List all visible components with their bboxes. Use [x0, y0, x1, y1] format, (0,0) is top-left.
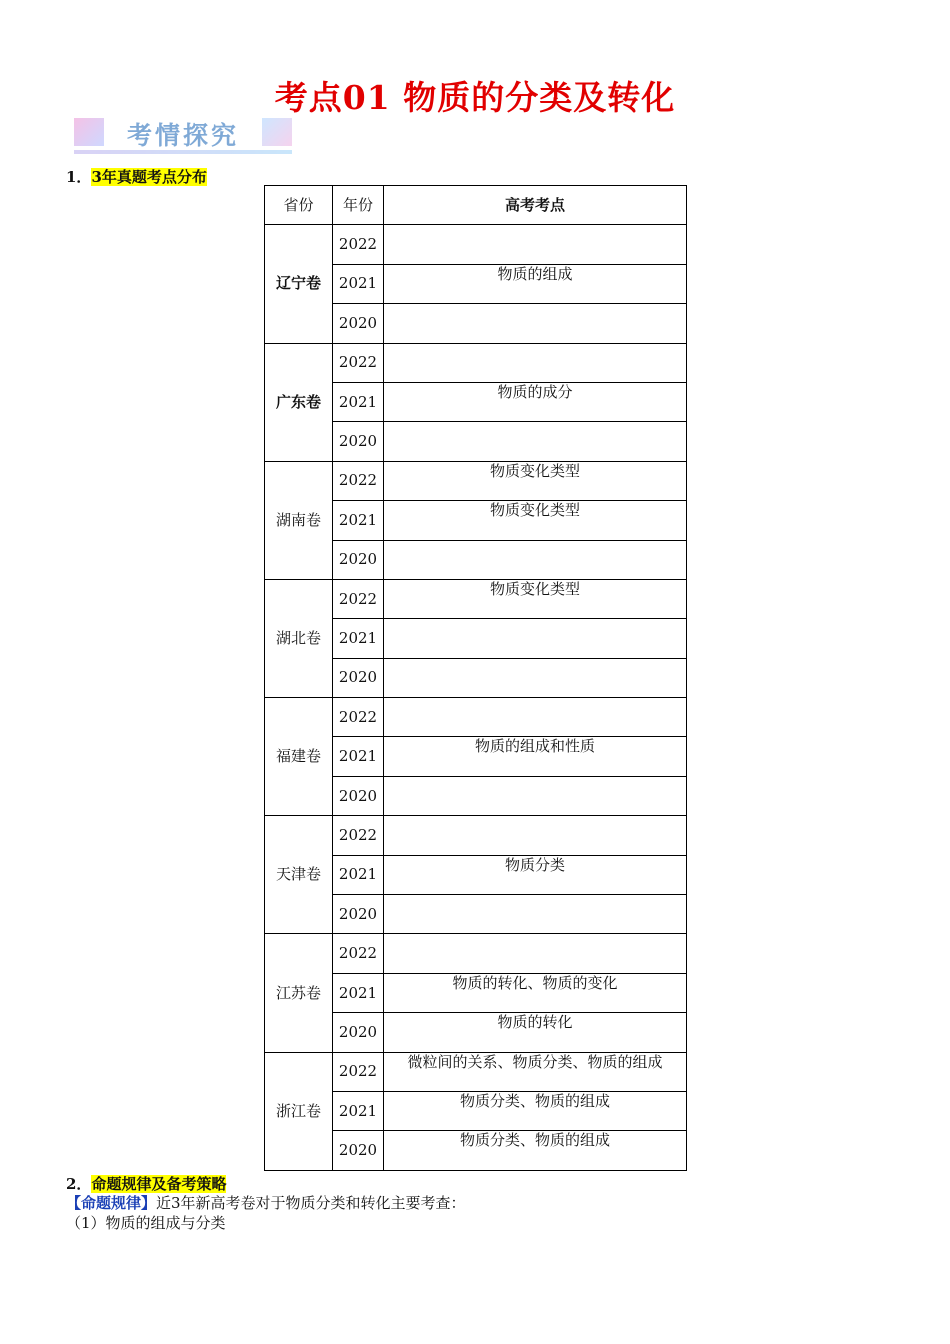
exam-point-cell: 物质的转化、物质的变化 [384, 973, 687, 1012]
table-row [265, 579, 687, 618]
exam-point-cell [384, 934, 687, 973]
exam-point-cell [384, 225, 687, 264]
year-cell: 2021 [333, 737, 384, 776]
table-row [265, 343, 687, 382]
year-cell: 2022 [333, 225, 384, 264]
exam-point-cell: 物质变化类型 [384, 461, 687, 500]
rule-paragraph [66, 1193, 466, 1213]
year-cell: 2022 [333, 1052, 384, 1091]
exam-point-cell: 物质的转化 [384, 1013, 687, 1052]
exam-point-cell [384, 304, 687, 343]
province-cell: 辽宁卷 [265, 225, 333, 343]
table-row [265, 225, 687, 264]
year-cell: 2020 [333, 304, 384, 343]
exam-point-cell: 物质的组成和性质 [384, 737, 687, 776]
exam-point-cell [384, 422, 687, 461]
year-cell: 2021 [333, 501, 384, 540]
province-cell: 福建卷 [265, 698, 333, 816]
year-cell: 2022 [333, 461, 384, 500]
exam-point-cell: 物质分类、物质的组成 [384, 1091, 687, 1130]
year-cell: 2021 [333, 855, 384, 894]
section-banner [74, 116, 292, 158]
table-row [265, 934, 687, 973]
province-cell: 湖北卷 [265, 579, 333, 697]
section-number: 1． [66, 168, 92, 186]
year-cell: 2021 [333, 619, 384, 658]
year-cell: 2021 [333, 382, 384, 421]
exam-point-cell [384, 540, 687, 579]
year-cell: 2022 [333, 698, 384, 737]
banner-decoration-right [262, 118, 292, 146]
province-cell: 江苏卷 [265, 934, 333, 1052]
exam-point-cell: 物质的成分 [384, 382, 687, 421]
section-heading-1 [66, 166, 207, 187]
exam-point-cell [384, 658, 687, 697]
province-cell: 浙江卷 [265, 1052, 333, 1170]
rule-text: 近3年新高考卷对于物质分类和转化主要考查： [156, 1194, 466, 1212]
table-row [265, 816, 687, 855]
exam-point-cell: 物质分类 [384, 855, 687, 894]
year-cell: 2020 [333, 658, 384, 697]
exam-point-cell [384, 343, 687, 382]
year-cell: 2022 [333, 816, 384, 855]
exam-distribution-table [264, 185, 687, 1171]
year-cell: 2022 [333, 934, 384, 973]
section-label: 3年真题考点分布 [91, 168, 207, 186]
year-cell: 2020 [333, 540, 384, 579]
year-cell: 2022 [333, 579, 384, 618]
exam-point-cell [384, 816, 687, 855]
header-point: 高考考点 [384, 186, 687, 225]
exam-point-cell: 微粒间的关系、物质分类、物质的组成 [384, 1052, 687, 1091]
year-cell: 2020 [333, 776, 384, 815]
table-row [265, 1052, 687, 1091]
header-province: 省份 [265, 186, 333, 225]
year-cell: 2020 [333, 1013, 384, 1052]
header-year: 年份 [333, 186, 384, 225]
rule-tag: 【命题规律】 [66, 1194, 157, 1212]
section-number: 2． [66, 1175, 92, 1193]
year-cell: 2021 [333, 264, 384, 303]
province-cell: 天津卷 [265, 816, 333, 934]
province-cell: 广东卷 [265, 343, 333, 461]
exam-point-cell [384, 619, 687, 658]
exam-point-cell [384, 698, 687, 737]
table-header-row [265, 186, 687, 225]
exam-point-cell: 物质变化类型 [384, 501, 687, 540]
section-label: 命题规律及备考策略 [91, 1175, 227, 1193]
exam-point-cell: 物质分类、物质的组成 [384, 1131, 687, 1170]
exam-point-cell: 物质的组成 [384, 264, 687, 303]
year-cell: 2020 [333, 1131, 384, 1170]
page-title: 考点01 物质的分类及转化 [274, 78, 676, 117]
exam-point-cell [384, 776, 687, 815]
list-item: （1）物质的组成与分类 [66, 1214, 226, 1232]
year-cell: 2021 [333, 1091, 384, 1130]
year-cell: 2020 [333, 895, 384, 934]
banner-decoration-left [74, 118, 104, 146]
year-cell: 2021 [333, 973, 384, 1012]
section-heading-2 [66, 1173, 226, 1194]
exam-point-cell: 物质变化类型 [384, 579, 687, 618]
exam-point-cell [384, 895, 687, 934]
year-cell: 2020 [333, 422, 384, 461]
table-row [265, 698, 687, 737]
table-row [265, 461, 687, 500]
banner-text: 考情探究 [126, 121, 239, 150]
province-cell: 湖南卷 [265, 461, 333, 579]
year-cell: 2022 [333, 343, 384, 382]
